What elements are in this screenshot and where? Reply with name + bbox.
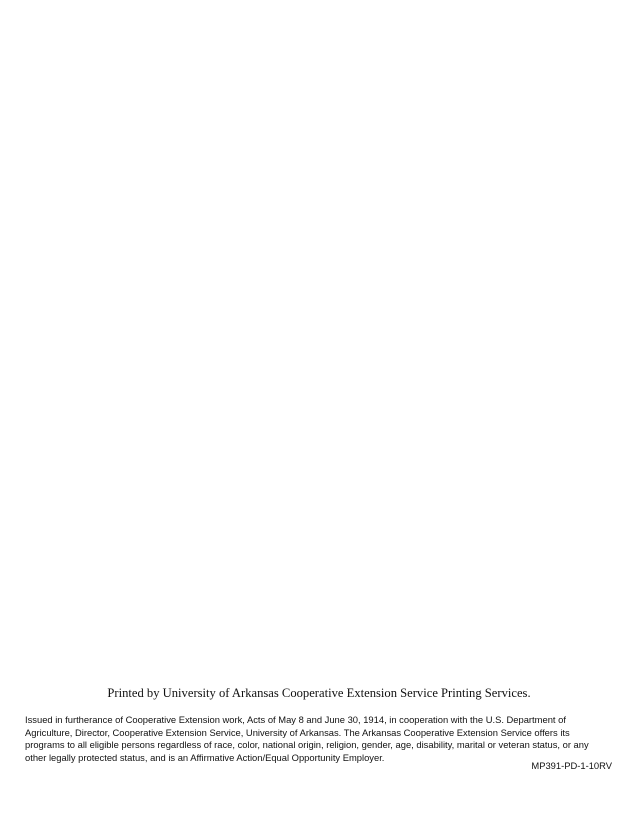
publication-code: MP391-PD-1-10RV bbox=[531, 760, 612, 771]
disclaimer-line: Issued in furtherance of Cooperative Extension work, Acts of May 8 and June 30, 1914, in cooperation with the U.S. Department of bbox=[25, 714, 566, 725]
legal-disclaimer bbox=[25, 714, 625, 764]
disclaimer-line: other legally protected status, and is an Affirmative Action/Equal Opportunity Employer. bbox=[25, 751, 385, 763]
printed-by-notice: Printed by University of Arkansas Cooperative Extension Service Printing Services. bbox=[107, 686, 531, 700]
disclaimer-line: Agriculture, Director, Cooperative Extension Service, University of Arkansas. The Arkansas Cooperative Extension Service offers its bbox=[25, 726, 570, 738]
disclaimer-line: programs to all eligible persons regardless of race, color, national origin, religion, gender, age, disability, marital or veteran status, or any bbox=[25, 739, 589, 750]
